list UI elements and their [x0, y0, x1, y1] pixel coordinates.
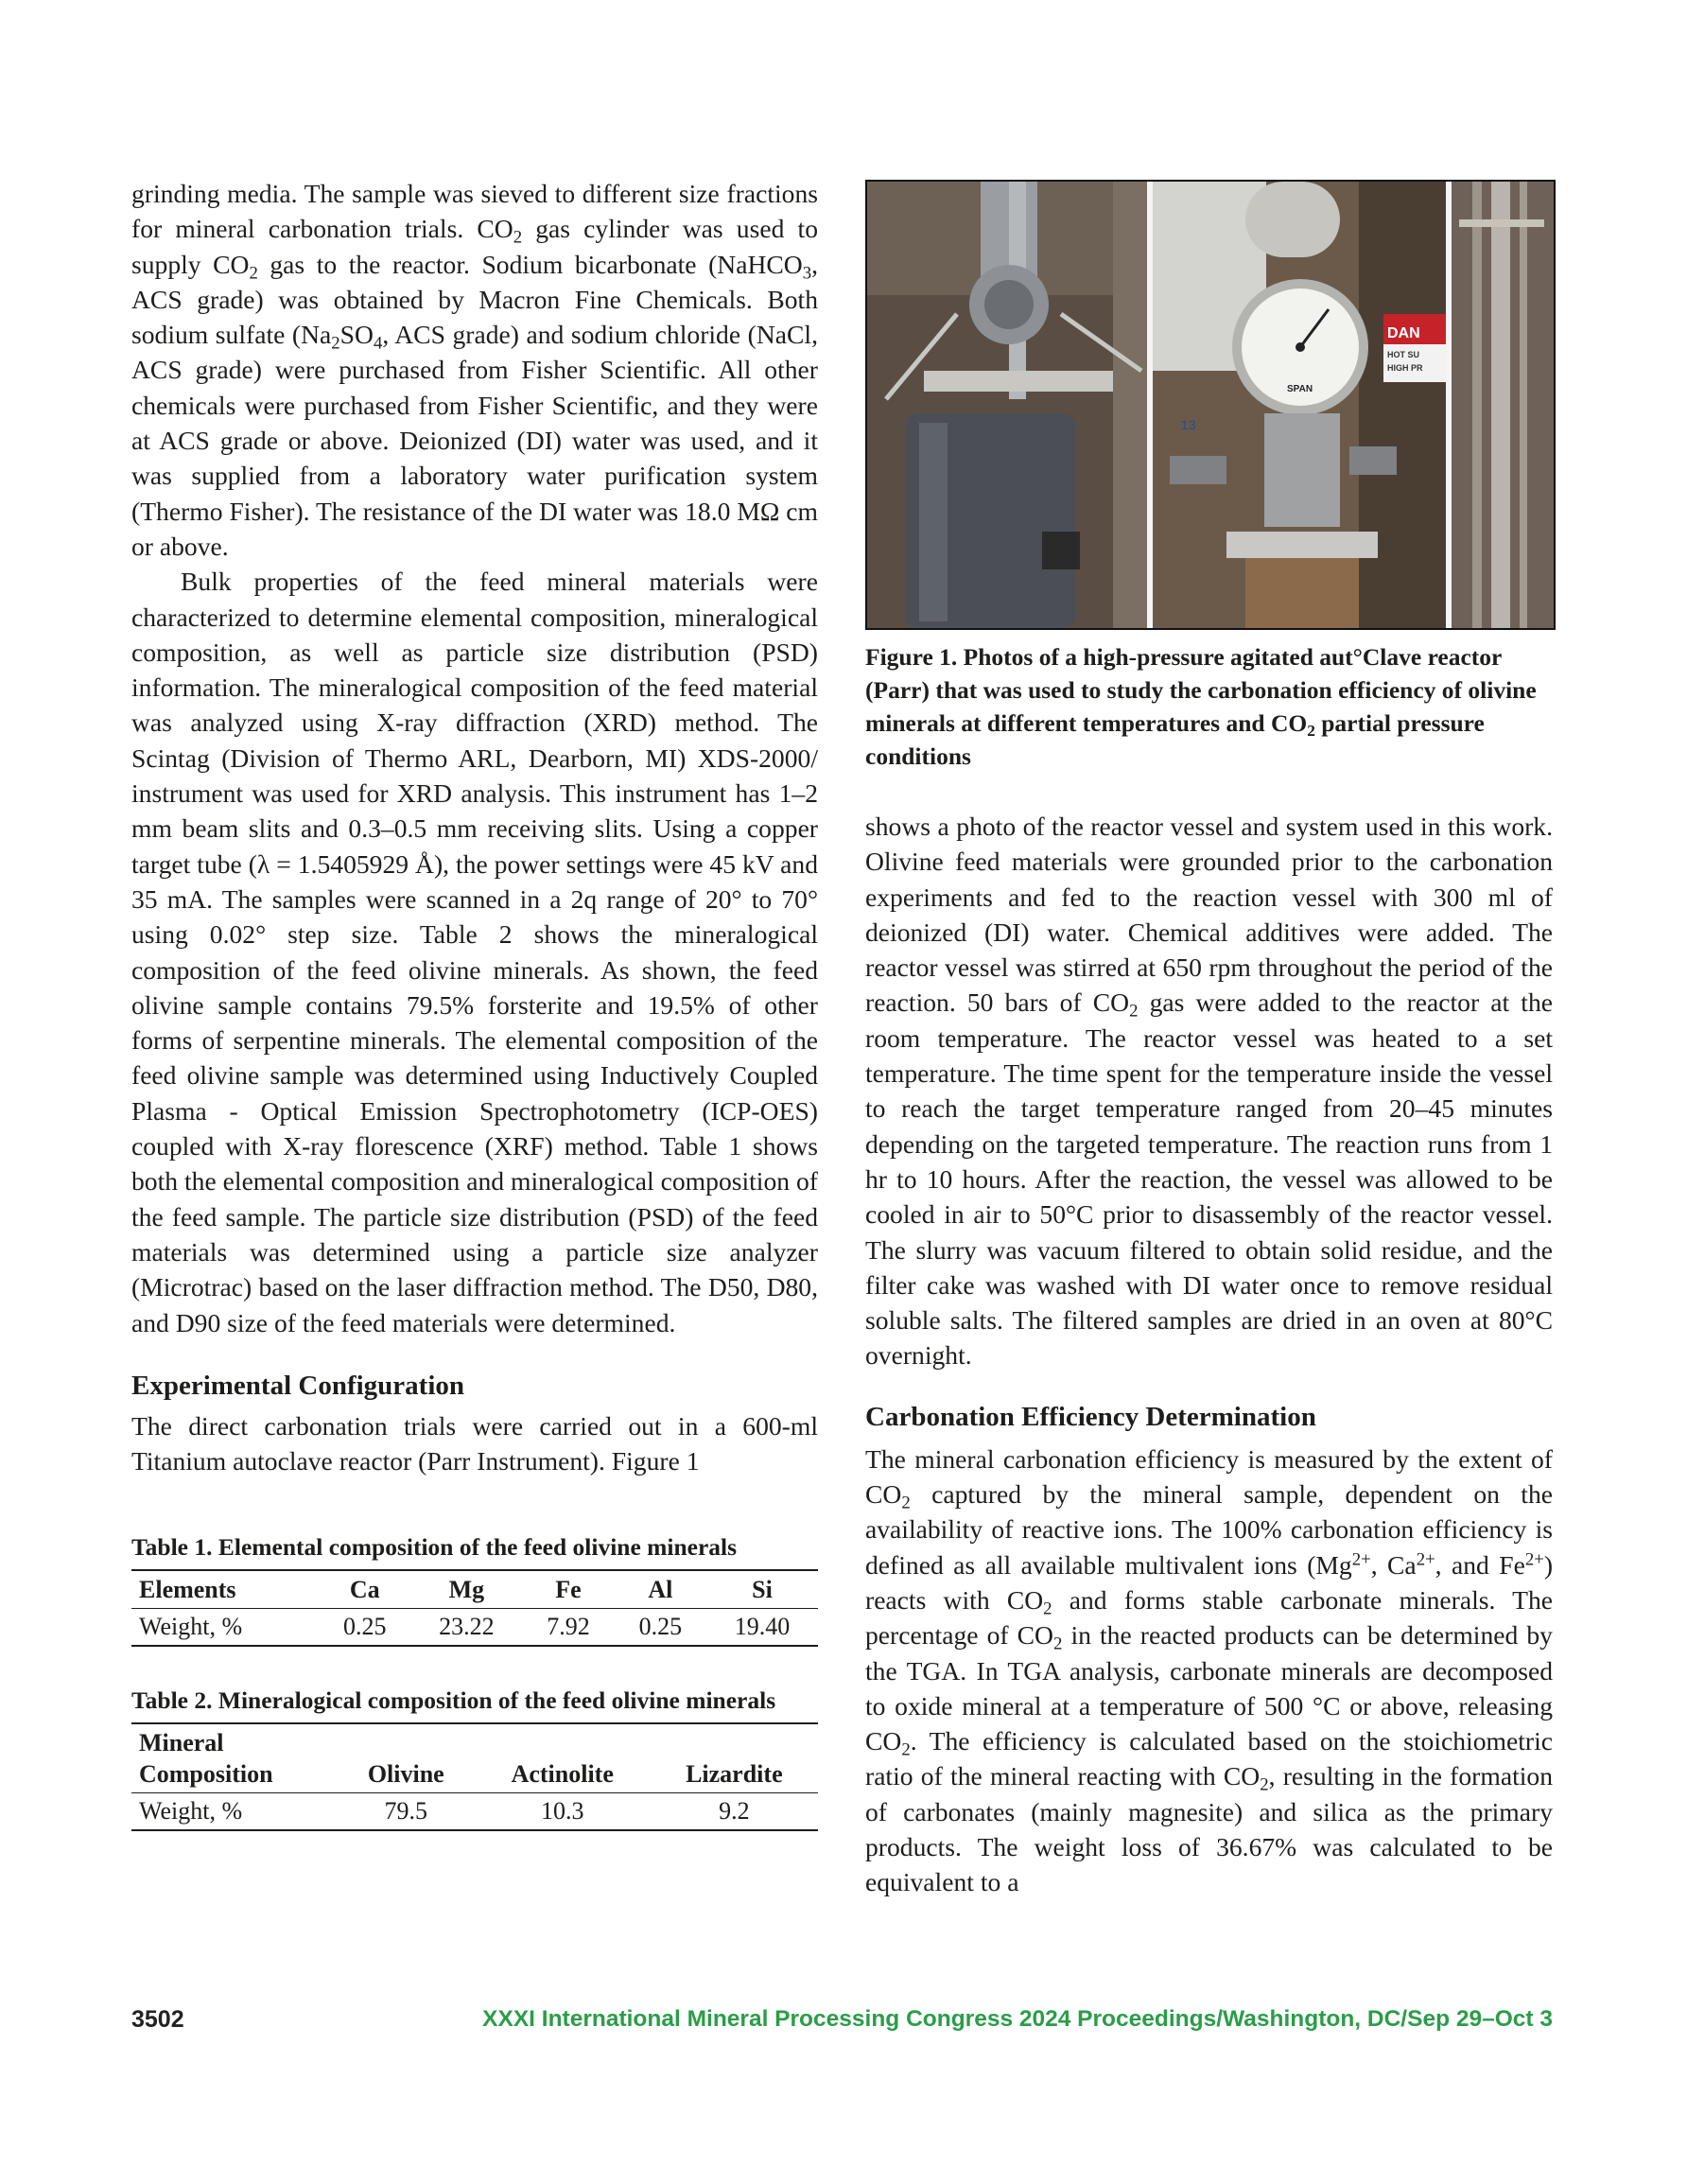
- left-column: [131, 176, 818, 1831]
- table-header-cell: Mineral Composition: [139, 1729, 273, 1789]
- table-cell: 19.40: [734, 1613, 791, 1641]
- table-cell: 9.2: [719, 1797, 750, 1826]
- danger-sign-line-2: HIGH PR: [1387, 363, 1423, 373]
- table-cell: 79.5: [384, 1797, 428, 1826]
- photo-panel-reactor-stand: [867, 182, 1147, 628]
- section-heading-experimental-configuration: Experimental Configuration: [131, 1370, 465, 1401]
- table-header-cell: Lizardite: [686, 1760, 783, 1789]
- photo-panel-column: [1452, 182, 1554, 628]
- running-footer-title: XXXI International Mineral Processing Congress 2024 Proceedings/Washington, DC/Sep 29–Oct 3: [482, 2006, 1553, 2032]
- danger-sign-line-1: HOT SU: [1387, 350, 1420, 359]
- table-2-caption: Table 2. Mineralogical composition of the feed olivine minerals: [131, 1686, 776, 1715]
- paragraph-experimental-configuration: The direct carbonation trials were carried out in a 600-ml Titanium autoclave reactor (Parr Instrument). Figure 1: [131, 1410, 818, 1476]
- table-header-row: [131, 1570, 818, 1609]
- reactor-photo-illustration: [867, 182, 1554, 628]
- table-cell: 10.3: [540, 1797, 584, 1826]
- paragraph-materials: grinding media. The sample was sieved to different size fractions for mineral carbonation trials. $CO_2$ gas cylinder was used to supply $CO_2$ gas to the reactor. Sodium bicarbonate (NaHCO$_3$, ACS grade) was obtained by Macron Fine Chemicals. Both sodium sulfate ($Na_2SO_4$, ACS grade) and sodium chloride (NaCl, ACS grade) were purchased from Fisher Scientific. All other chemicals were purchased from Fisher Scientific, and they were at ACS grade or above. Deionized (DI) water was used, and it was supplied from a laboratory water purification system (Thermo Fisher). The resistance of the DI water was 18.0 MΩ cm or above.: [131, 179, 818, 561]
- paragraph-reactor-procedure: shows a photo of the reactor vessel and system used in this work. Olivine feed materials were grounded prior to the carbonation experiments and fed to the reaction vessel with 300 ml of deionized (DI) water. Chemical additives were added. The reactor vessel was stirred at 650 rpm throughout the period of the reaction. 50 bars of $CO_2$ gas were added to the reactor at the room temperature. The reactor vessel was heated to a set temperature. The time spent for the temperature inside the vessel to reach the target temperature ranged from 20–45 minutes depending on the targeted temperature. The reaction runs from 1 hr to 10 hours. After the reaction, the vessel was allowed to be cooled in air to 50°C prior to disassembly of the reactor vessel. The slurry was vacuum filtered to obtain solid residue, and the filter cake was washed with DI water once to remove residual soluble salts. The filtered samples are dried in an oven at 80°C overnight.: [865, 812, 1553, 1371]
- danger-sign-label: DAN: [1387, 325, 1420, 341]
- table-header-cell: Actinolite: [511, 1760, 614, 1789]
- table-cell: 0.25: [342, 1613, 387, 1641]
- section-heading-carbonation-efficiency: Carbonation Efficiency Determination: [865, 1401, 1316, 1432]
- table-1-caption: Table 1. Elemental composition of the feed olivine minerals: [131, 1533, 738, 1562]
- table-header-cell: Elements: [139, 1576, 236, 1604]
- right-column: [865, 809, 1553, 1900]
- table-cell: 23.22: [439, 1613, 495, 1641]
- table-2-grid: [131, 1722, 818, 1831]
- table-header-row: [131, 1723, 818, 1793]
- table-cell: 7.92: [547, 1613, 590, 1641]
- table-header-cell: Ca: [349, 1576, 380, 1604]
- figure-1-photo: [865, 180, 1556, 630]
- table-cell: Weight, %: [139, 1797, 243, 1826]
- figure-1-caption: Figure 1. Photos of a high-pressure agitated aut°Clave reactor (Parr) that was used to study the carbonation efficiency of olivine minerals at different temperatures and $CO_2$ partial pressure conditions: [865, 643, 1537, 770]
- table-1-grid: [131, 1569, 818, 1647]
- table-cell: Weight, %: [139, 1613, 243, 1641]
- table-2: [131, 1685, 818, 1831]
- table-row: [131, 1793, 818, 1831]
- table-header-cell: Olivine: [367, 1760, 444, 1789]
- table-header-cell: Si: [752, 1576, 773, 1604]
- paragraph-bulk-properties: Bulk properties of the feed mineral materials were characterized to determine elemental composition, mineralogical composition, as well as particle size distribution (PSD) information. The mineralogical composition of the feed material was analyzed using X-ray diffraction (XRD) method. The Scintag (Division of Thermo ARL, Dearborn, MI) XDS-2000/ instrument was used for XRD analysis. This instrument has 1–2 mm beam slits and 0.3–0.5 mm receiving slits. Using a copper target tube (λ = 1.5405929 Å), the power settings were 45 kV and 35 mA. The samples were scanned in a 2q range of 20° to 70° using 0.02° step size. Table 2 shows the mineralogical composition of the feed olivine minerals. As shown, the feed olivine sample contains 79.5% forsterite and 19.5% of other forms of serpentine minerals. The elemental composition of the feed olivine sample was determined using Inductively Coupled Plasma - Optical Emission Spectrophotometry (ICP-OES) coupled with X-ray florescence (XRF) method. Table 1 shows both the elemental composition and mineralogical composition of the feed sample. The particle size distribution (PSD) of the feed materials was determined using a particle size analyzer (Microtrac) based on the laser diffraction method. The D50, D80, and D90 size of the feed materials were determined.: [131, 567, 818, 1337]
- paragraph-carbonation-efficiency: The mineral carbonation efficiency is measured by the extent of $CO_2$ captured by the mineral sample, dependent on the availability of reactive ions. The 100% carbonation efficiency is defined as all available multivalent ions ($Mg^{2+}$, $Ca^{2+}$, and $Fe^{2+}$) reacts with $CO_2$ and forms stable carbonate minerals. The percentage of $CO_2$ in the reacted products can be determined by the TGA. In TGA analysis, carbonate minerals are decomposed to oxide mineral at a temperature of 500 °C or above, releasing $CO_2$. The efficiency is calculated based on the stoichiometric ratio of the mineral reacting with $CO_2$, resulting in the formation of carbonates (mainly magnesite) and silica as the primary products. The weight loss of 36.67% was calculated to be equivalent to a: [865, 1443, 1554, 1897]
- table-header-cell: Al: [648, 1576, 673, 1604]
- table-cell: 0.25: [638, 1613, 683, 1641]
- table-header-cell: Mg: [448, 1576, 485, 1604]
- table-1: [131, 1531, 818, 1647]
- table-row: [131, 1609, 818, 1647]
- gauge-brand-label: SPAN: [1287, 384, 1313, 394]
- table-header-cell: Fe: [555, 1576, 582, 1604]
- photo-panel-pressure-gauge: [1153, 182, 1446, 628]
- page-number: 3502: [131, 2006, 184, 2033]
- tag-label: 13: [1181, 417, 1196, 432]
